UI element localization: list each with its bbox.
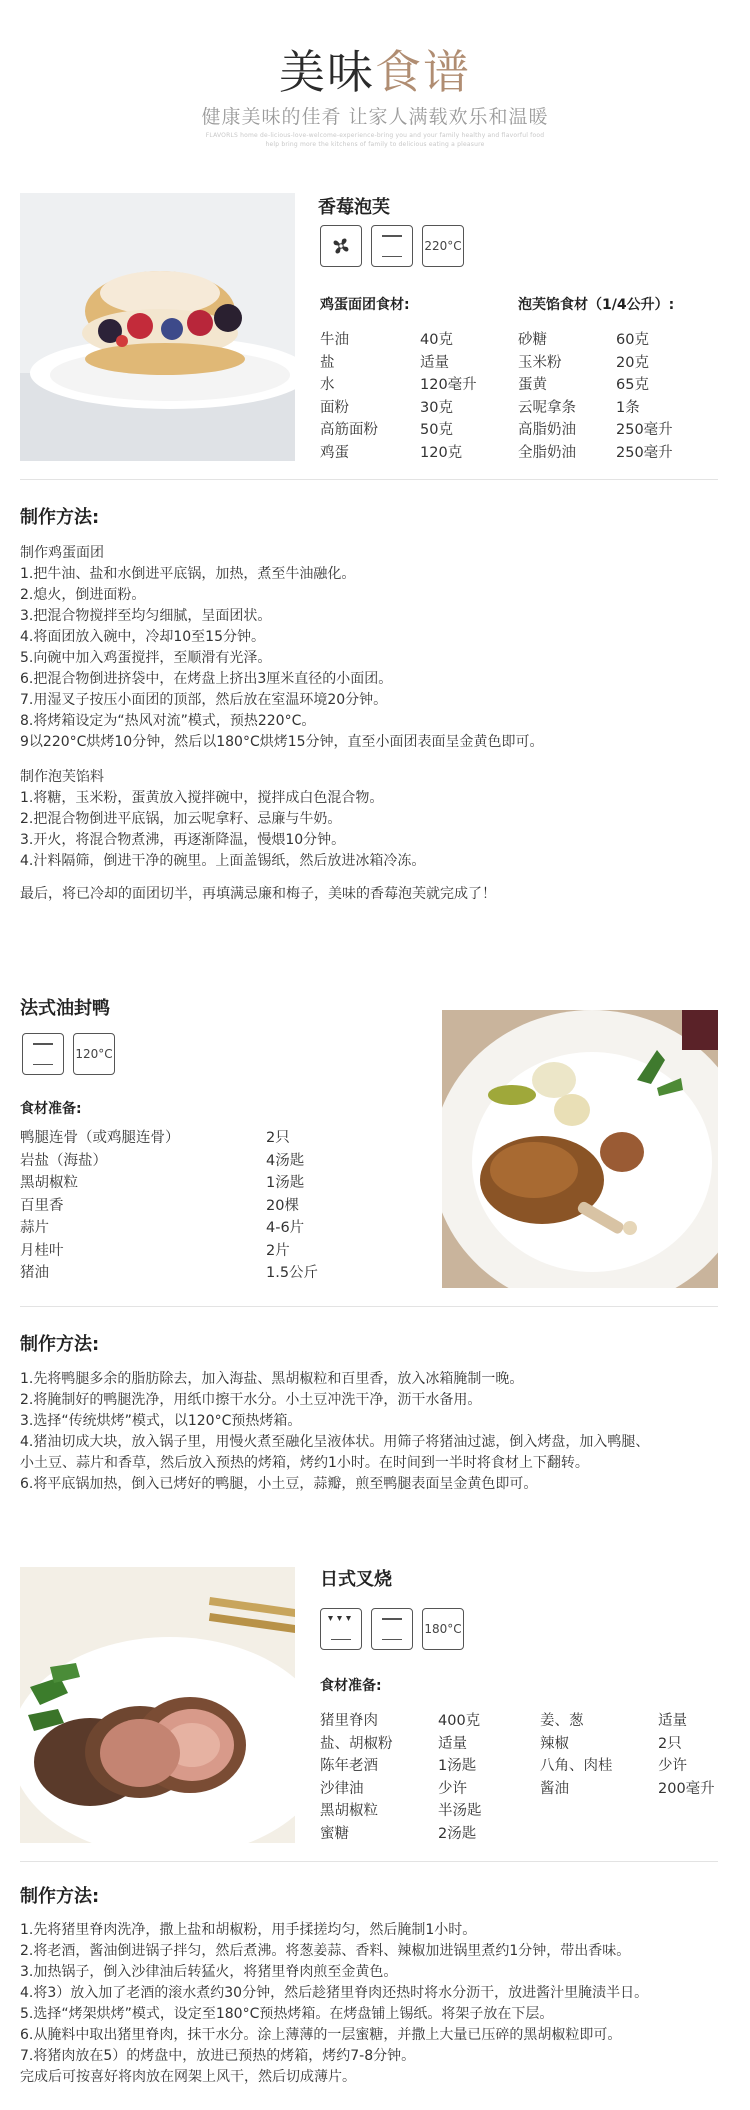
ingredient-row: 岩盐（海盐） 4汤匙: [20, 1152, 305, 1169]
temperature-badge: 180°C: [422, 1608, 464, 1650]
method-title: 制作方法:: [20, 507, 100, 528]
method-step: 7.将猪肉放在5）的烤盘中，放进已预热的烤箱，烤约7-8分钟。: [20, 2048, 416, 2064]
duck-confit-photo: [442, 1010, 718, 1288]
method-step: 7.用湿叉子按压小面团的顶部，然后放在室温环境20分钟。: [20, 692, 388, 708]
method-steps: [20, 543, 730, 905]
recipe-title: 香莓泡芙: [318, 197, 390, 218]
ingredient-row: 百里香 20棵: [20, 1197, 299, 1214]
method-step: 5.向碗中加入鸡蛋搅拌，至顺滑有光泽。: [20, 650, 272, 666]
ingredient-row: 姜、葱 适量: [540, 1713, 687, 1729]
oven-mode-icons: [320, 1608, 464, 1650]
chashu-pork-photo: [20, 1567, 295, 1843]
ingredients-label: 食材准备:: [20, 1101, 82, 1117]
ingredient-row: 月桂叶 2片: [20, 1242, 290, 1259]
method-step: 1.将糖，玉米粉，蛋黄放入搅拌碗中，搅拌成白色混合物。: [20, 790, 384, 806]
ingredient-list: [20, 1127, 318, 1285]
ingredient-row: 沙律油 少许: [320, 1780, 467, 1797]
fan-icon: [320, 225, 362, 267]
page-subtitle: 健康美味的佳肴 让家人满载欢乐和温暖: [201, 106, 549, 128]
section-divider: [20, 1861, 718, 1862]
ingredient-row: 高脂奶油 250毫升: [518, 422, 673, 438]
method-title: 制作方法:: [20, 1334, 100, 1355]
method-step: 4.将3）放入加了老酒的滚水煮约30分钟，然后趁猪里脊肉还热时将水分沥干，放进酱汁里腌渍半日。: [20, 1985, 649, 2001]
method-step: 4.猪油切成大块，放入锅子里，用慢火煮至融化呈液体状。用筛子将猪油过滤，倒入烤盘，加入鸭腿、: [20, 1434, 650, 1450]
ingredient-row: 水 120毫升: [320, 377, 477, 393]
ingredient-row: 盐 适量: [320, 354, 449, 371]
ingredient-row: 牛油 40克: [320, 332, 453, 348]
ingredient-row: 辣椒 2只: [540, 1735, 682, 1752]
cream-puff-photo: [20, 193, 295, 461]
top-bottom-heat-icon: [22, 1033, 64, 1075]
method-step: 3.开火，将混合物煮沸，再逐渐降温，慢煨10分钟。: [20, 832, 346, 848]
ingredient-row: 八角、肉桂 少许: [540, 1758, 687, 1774]
dough-ingredient-list: [320, 329, 477, 464]
method-step: 2.把混合物倒进平底锅，加云呢拿籽、忌廉与牛奶。: [20, 811, 342, 827]
page-header: [0, 0, 750, 160]
ingredient-row: 蒜片 4-6片: [20, 1220, 305, 1236]
method-steps: [20, 1369, 730, 1495]
ingredient-row: 黑胡椒粒 半汤匙: [320, 1803, 482, 1819]
ingredient-row: 黑胡椒粒 1汤匙: [20, 1175, 305, 1191]
method-step: 6.将平底锅加热，倒入已烤好的鸭腿，小土豆，蒜瓣，煎至鸭腿表面呈金黄色即可。: [20, 1476, 538, 1492]
method-final-note: 最后，将已冷却的面团切半，再填满忌廉和梅子，美味的香莓泡芙就完成了！: [20, 886, 496, 902]
method-step: 4.汁料隔筛，倒进干净的碗里。上面盖锡纸，然后放进冰箱冷冻。: [20, 853, 426, 869]
ingredient-row: 蜜糖 2汤匙: [320, 1825, 477, 1842]
page-title: 美味食谱: [279, 45, 471, 99]
method-step: 8.将烤箱设定为“热风对流”模式，预热220°C。: [20, 713, 316, 729]
method-steps: [20, 1920, 730, 2088]
method-step: 1.先将猪里脊肉洗净，撒上盐和胡椒粉，用手揉搓均匀，然后腌制1小时。: [20, 1922, 477, 1938]
section-divider: [20, 479, 718, 480]
method-step: 6.把混合物倒进挤袋中，在烤盘上挤出3厘米直径的小面团。: [20, 671, 393, 687]
method-step: 9以220°C烘烤10分钟，然后以180°C烘烤15分钟，直至小面团表面呈金黄色即可。: [20, 734, 544, 750]
oven-mode-icons: [320, 225, 464, 267]
recipe-title: 日式叉烧: [320, 1569, 392, 1590]
method-step: 3.把混合物搅拌至均匀细腻，呈面团状。: [20, 608, 272, 624]
method-title: 制作方法:: [20, 1886, 100, 1907]
method-step: 3.选择“传统烘烤”模式，以120°C预热烤箱。: [20, 1413, 302, 1429]
method-step: 1.先将鸭腿多余的脂肪除去，加入海盐、黑胡椒粒和百里香，放入冰箱腌制一晚。: [20, 1371, 524, 1387]
method-step: 小土豆、蒜片和香草，然后放入预热的烤箱，烤约1小时。在时间到一半时将食材上下翻转。: [20, 1455, 589, 1471]
ingredient-list-right: [540, 1710, 715, 1800]
filling-ingredients-label: 泡芙馅食材（1/4公升）:: [518, 297, 675, 313]
method-step: 2.熄火，倒进面粉。: [20, 587, 146, 603]
ingredient-row: 面粉 30克: [320, 399, 453, 416]
section-divider: [20, 1306, 718, 1307]
top-bottom-heat-icon: [371, 1608, 413, 1650]
method-step: 1.把牛油、盐和水倒进平底锅，加热，煮至牛油融化。: [20, 566, 356, 582]
method-step: 2.将腌制好的鸭腿洗净，用纸巾擦干水分。小土豆冲洗干净，沥干水备用。: [20, 1392, 482, 1408]
filling-ingredient-list: [518, 329, 673, 464]
ingredient-row: 全脂奶油 250毫升: [518, 444, 673, 461]
method-step: 5.选择“烤架烘烤”模式，设定至180°C预热烤箱。在烤盘铺上锡纸。将架子放在下层。: [20, 2006, 554, 2022]
temperature-badge: 120°C: [73, 1033, 115, 1075]
top-bottom-heat-icon: [371, 225, 413, 267]
ingredient-row: 玉米粉 20克: [518, 354, 649, 371]
ingredient-row: 高筋面粉 50克: [320, 422, 453, 438]
ingredient-row: 猪里脊肉 400克: [320, 1713, 481, 1729]
method-subheading: 制作鸡蛋面团: [20, 545, 104, 561]
ingredient-row: 鸭腿连骨（或鸡腿连骨） 2只: [20, 1130, 290, 1146]
temperature-badge: 220°C: [422, 225, 464, 267]
method-step: 6.从腌料中取出猪里脊肉，抹干水分。涂上薄薄的一层蜜糖，并撒上大量已压碎的黑胡椒粒即可。: [20, 2027, 622, 2043]
ingredient-row: 酱油 200毫升: [540, 1780, 715, 1797]
method-step: 4.将面团放入碗中，冷却10至15分钟。: [20, 629, 265, 645]
method-subheading: 制作泡芙馅料: [20, 769, 104, 785]
dough-ingredients-label: 鸡蛋面团食材:: [320, 297, 410, 313]
ingredient-row: 陈年老酒 1汤匙: [320, 1758, 477, 1774]
ingredient-row: 盐、胡椒粉 适量: [320, 1735, 467, 1752]
ingredient-row: 猪油 1.5公斤: [20, 1265, 319, 1281]
recipe-title: 法式油封鸭: [20, 998, 110, 1019]
grill-icon: [320, 1608, 362, 1650]
ingredient-row: 云呢拿条 1条: [518, 399, 640, 416]
ingredient-row: 鸡蛋 120克: [320, 444, 463, 461]
method-step: 3.加热锅子，倒入沙律油后转猛火，将猪里脊肉煎至金黄色。: [20, 1964, 398, 1980]
method-step: 2.将老酒，酱油倒进锅子拌匀，然后煮沸。将葱姜蒜、香料、辣椒加进锅里煮约1分钟，带出香味。: [20, 1943, 631, 1959]
ingredient-list-left: [320, 1710, 482, 1845]
ingredient-row: 蛋黄 65克: [518, 377, 649, 393]
oven-mode-icons: [22, 1033, 115, 1075]
method-step: 完成后可按喜好将肉放在网架上风干，然后切成薄片。: [20, 2069, 356, 2085]
page-tagline: FLAVORLS home de-licious-love-welcome-experience-bring you and your family healthy and flavorful food help bring more the kitchens of family to delicious eating a pleasure: [205, 132, 545, 148]
ingredients-label: 食材准备:: [320, 1678, 382, 1694]
ingredient-row: 砂糖 60克: [518, 332, 649, 348]
